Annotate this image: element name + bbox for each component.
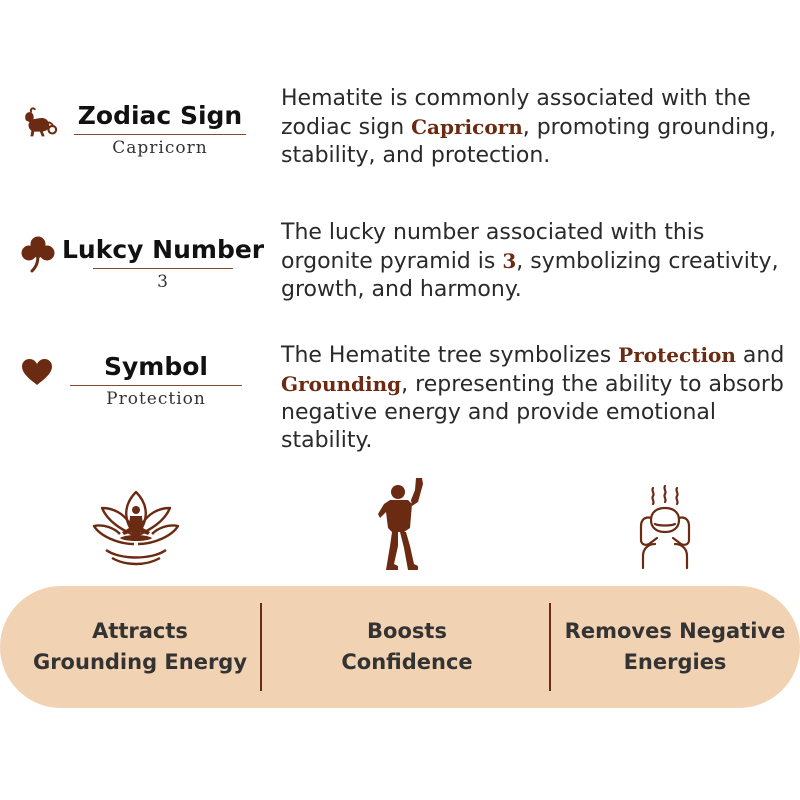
benefit-confidence-line2: Confidence <box>341 650 473 674</box>
benefit-grounding <box>20 586 260 708</box>
lucky-number-desc-text-2: , symbolizing creativity, growth, and harmony. <box>281 249 779 302</box>
lucky-number-value: 3 <box>157 272 169 292</box>
heart-icon <box>21 358 53 386</box>
zodiac-value: Capricorn <box>112 138 208 158</box>
benefit-divider-2 <box>549 603 551 691</box>
symbol-desc-text-2: and <box>735 343 785 368</box>
attribute-row-symbol <box>0 341 800 456</box>
symbol-label-block <box>68 352 244 410</box>
attribute-row-lucky-number <box>0 219 800 309</box>
benefits-pill <box>0 586 800 708</box>
zodiac-desc-text-2: , promoting grounding, stability, and protection. <box>281 115 777 168</box>
symbol-title: Symbol <box>104 352 208 381</box>
capricorn-icon <box>20 105 58 143</box>
benefit-negative-energies-line1: Removes Negative <box>564 619 786 643</box>
lucky-number-desc-highlight: 3 <box>502 249 517 273</box>
symbol-desc-highlight-2: Grounding <box>281 372 402 396</box>
lucky-number-desc-text-1: The lucky number associated with this orgonite pyramid is <box>281 220 705 274</box>
benefit-grounding-line2: Grounding Energy <box>32 650 248 674</box>
symbol-desc-text-3: , representing the ability to absorb negative energy and provide emotional stability. <box>281 372 784 453</box>
symbol-desc-highlight-1: Protection <box>618 343 736 367</box>
benefit-confidence-line1: Boosts <box>367 619 447 643</box>
attribute-row-zodiac <box>0 85 800 175</box>
lucky-number-title: Lukcy Number <box>62 235 265 264</box>
zodiac-rule <box>74 134 246 135</box>
symbol-description <box>281 341 796 455</box>
lucky-number-label-block <box>62 235 264 293</box>
symbol-value: Protection <box>106 389 206 409</box>
symbol-rule <box>70 385 242 386</box>
benefit-grounding-line1: Attracts <box>92 619 188 643</box>
zodiac-title: Zodiac Sign <box>77 101 243 130</box>
benefit-negative-energies-line2: Energies <box>623 650 727 674</box>
benefit-negative-energies <box>558 586 792 708</box>
lotus-meditation-icon <box>90 488 182 568</box>
raised-fist-figure-icon <box>378 476 428 572</box>
stress-relief-head-icon <box>633 484 697 570</box>
benefit-divider-1 <box>260 603 262 691</box>
benefit-confidence <box>290 586 524 708</box>
lucky-number-rule <box>93 268 233 269</box>
zodiac-desc-text-1: Hematite is commonly associated with the zodiac sign <box>281 86 751 140</box>
zodiac-description <box>281 85 796 170</box>
lucky-number-description <box>281 219 796 304</box>
clover-icon <box>21 235 55 273</box>
symbol-desc-text-1: The Hematite tree symbolizes <box>281 343 619 368</box>
zodiac-desc-highlight: Capricorn <box>411 115 523 139</box>
zodiac-label-block <box>68 101 252 159</box>
